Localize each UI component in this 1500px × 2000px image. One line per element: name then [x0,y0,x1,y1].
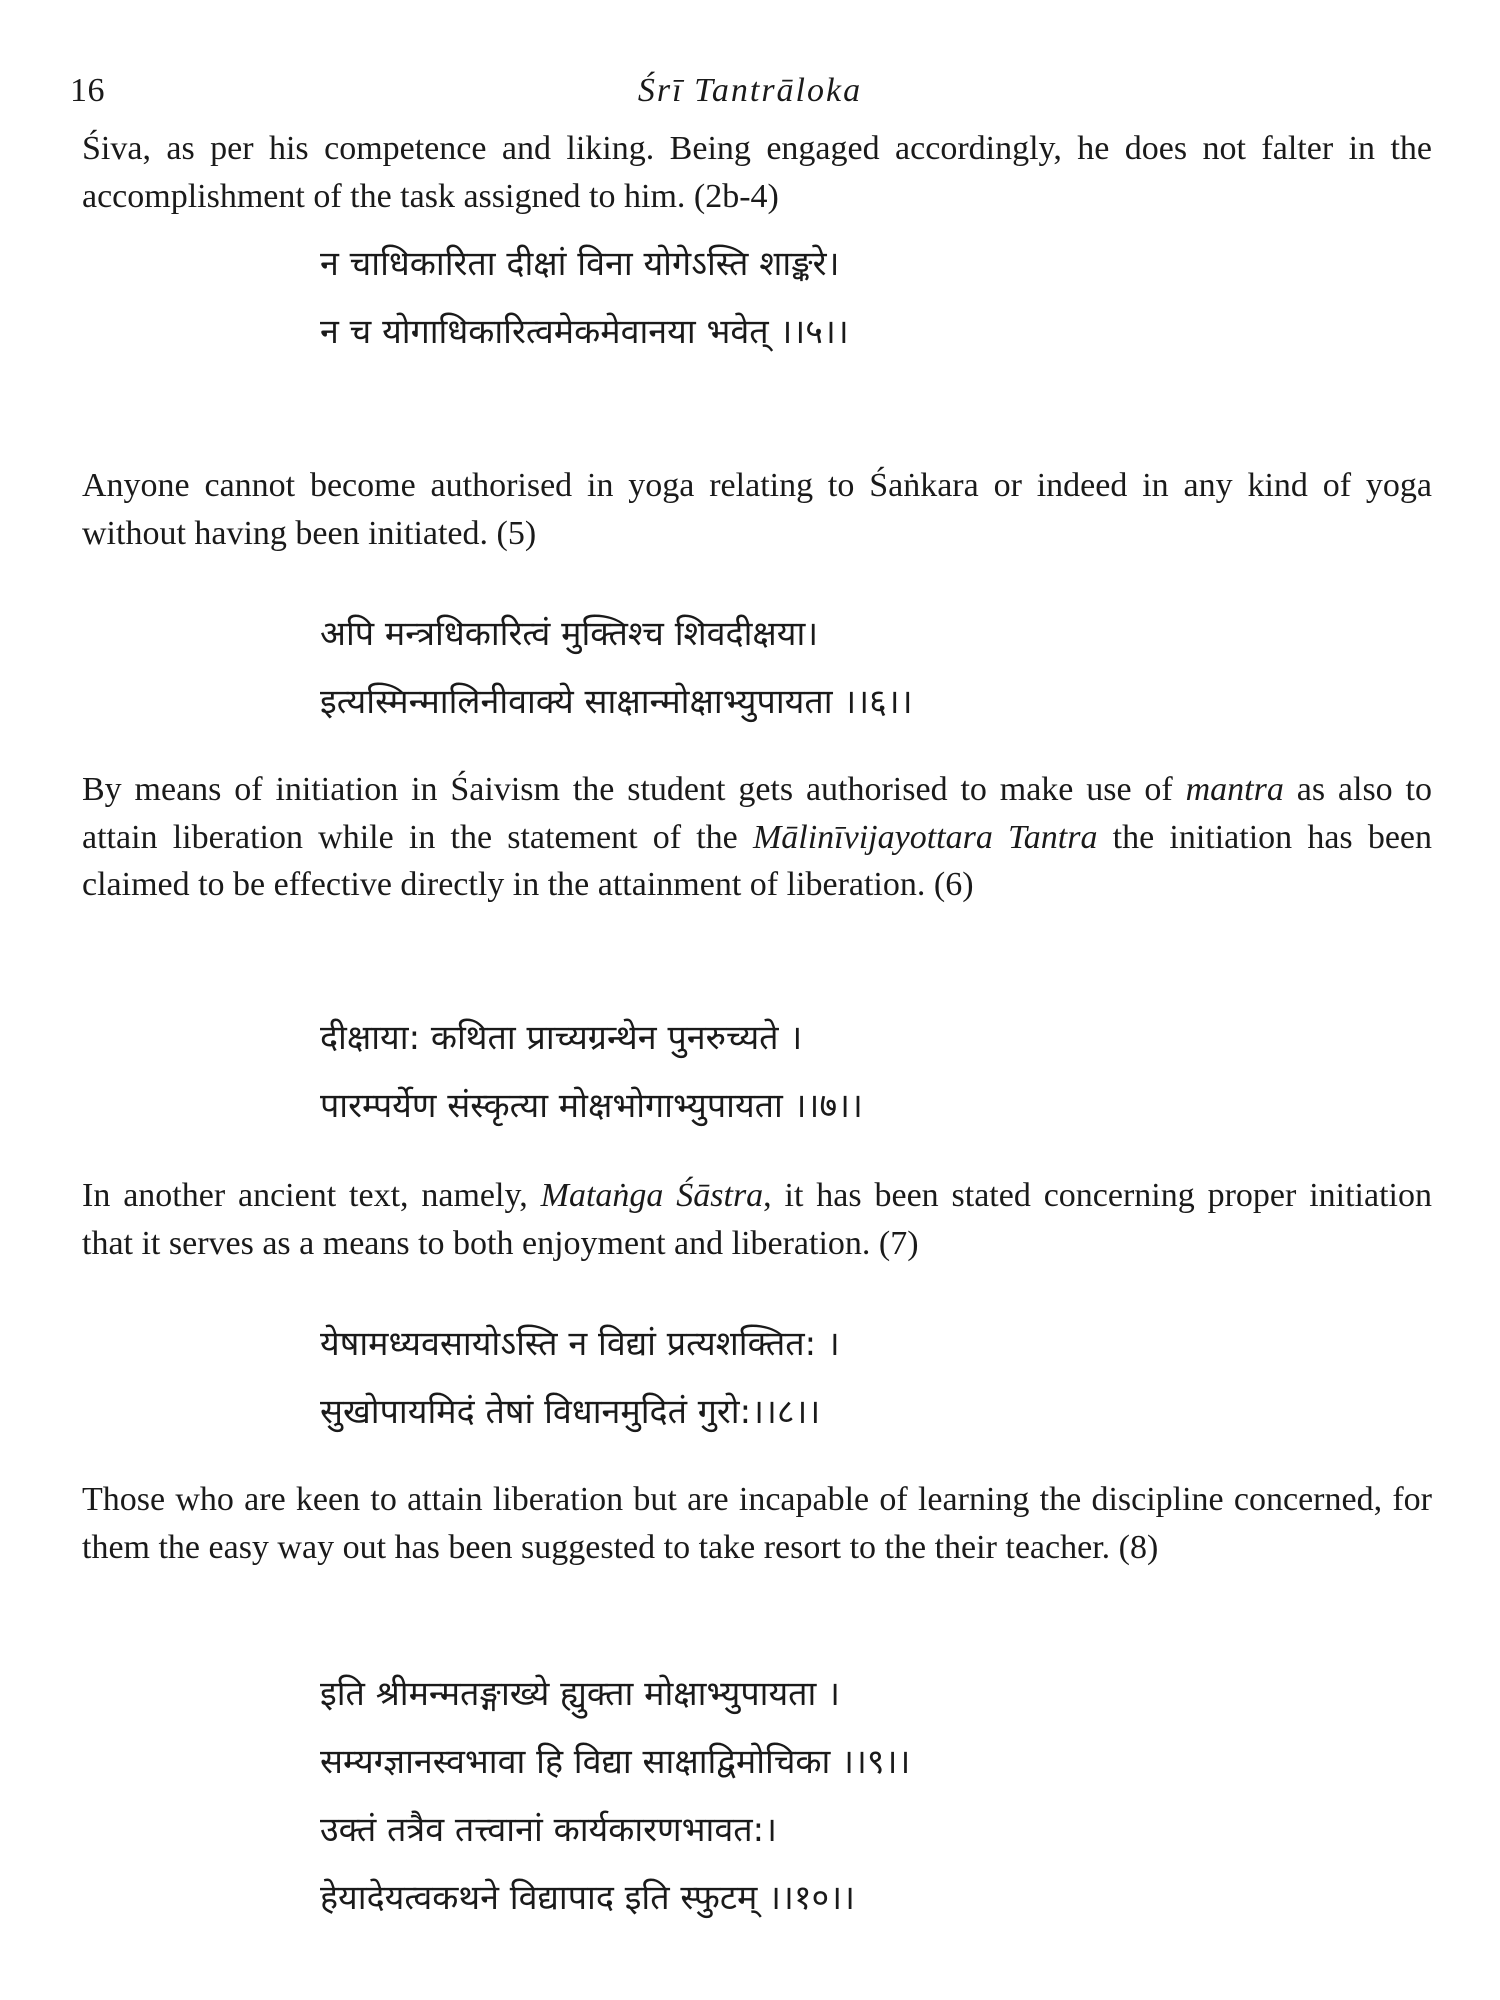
paragraph-1: Śiva, as per his competence and liking. Being engaged accordingly, he does not falter in the accomplishment of the task assigned to him. (2b-4) [82,130,1432,215]
page-header [70,72,1430,132]
verse-5 [320,230,1320,366]
paragraph-text: as also to attain liberation while in the statement of the [82,771,1432,856]
verse-line: येषामध्यवसायोऽस्ति न विद्यां प्रत्यशक्तित: । [320,1324,840,1364]
verse-line: अपि मन्त्रधिकारित्वं मुक्तिश्च शिवदीक्षया। [320,614,819,654]
verse-9-10 [320,1660,1320,1932]
verse-line: न चाधिकारिता दीक्षां विना योगेऽस्ति शाङ्करे। [320,244,840,284]
paragraph-text: , it has been stated concerning proper initiation that it serves as a means to both enjoyment and liberation. (7) [82,1177,1432,1262]
verse-line: न च योगाधिकारित्वमेकमेवानया भवेत् ।।५।। [320,312,849,352]
verse-line: इति श्रीमन्मतङ्गाख्ये ह्युक्ता मोक्षाभ्युपायता । [320,1674,841,1714]
paragraph-5: Those who are keen to attain liberation but are incapable of learning the discipline concerned, for them the easy way out has been suggested to take resort to the their teacher. (8) [82,1481,1432,1566]
verse-6 [320,600,1320,736]
paragraph-4 [82,1172,1432,1267]
verse-line: उक्तं तत्रैव तत्त्वानां कार्यकारणभावत:। [320,1810,777,1850]
running-title: Śrī Tantrāloka [637,72,863,109]
verse-line: सुखोपायमिदं तेषां विधानमुदितं गुरो:।।८।। [320,1392,821,1432]
paragraph-3 [82,766,1432,909]
paragraph-text: By means of initiation in Śaivism the student gets authorised to make use of [82,771,1186,808]
verse-8 [320,1310,1320,1446]
verse-7 [320,1004,1320,1140]
paragraph-text: the initiation has been claimed to be effective directly in the attainment of liberation. (6) [82,818,1433,903]
verse-line: सम्यग्ज्ञानस्वभावा हि विद्या साक्षाद्विमोचिका ।।९।। [320,1742,911,1782]
verse-line: दीक्षाया: कथिता प्राच्यग्रन्थेन पुनरुच्यते । [320,1018,803,1058]
matanga-title: Mataṅga Śāstra [540,1177,764,1214]
paragraph-2: Anyone cannot become authorised in yoga relating to Śaṅkara or indeed in any kind of yoga without having been initiated. (5) [82,467,1432,552]
page-number: 16 [70,72,105,109]
verse-line: हेयादेयत्वकथने विद्यापाद इति स्फुटम् ।।१०।। [320,1878,856,1918]
mantra-term: mantra [1185,771,1284,808]
verse-line: पारम्पर्येण संस्कृत्या मोक्षभोगाभ्युपायता ।।७।। [320,1086,863,1126]
malinivijayottara-title: Mālinīvijayottara Tantra [752,818,1098,856]
paragraph-text: In another ancient text, namely, [82,1177,541,1214]
verse-line: इत्यस्मिन्मालिनीवाक्ये साक्षान्मोक्षाभ्युपायता ।।६।। [320,682,913,722]
